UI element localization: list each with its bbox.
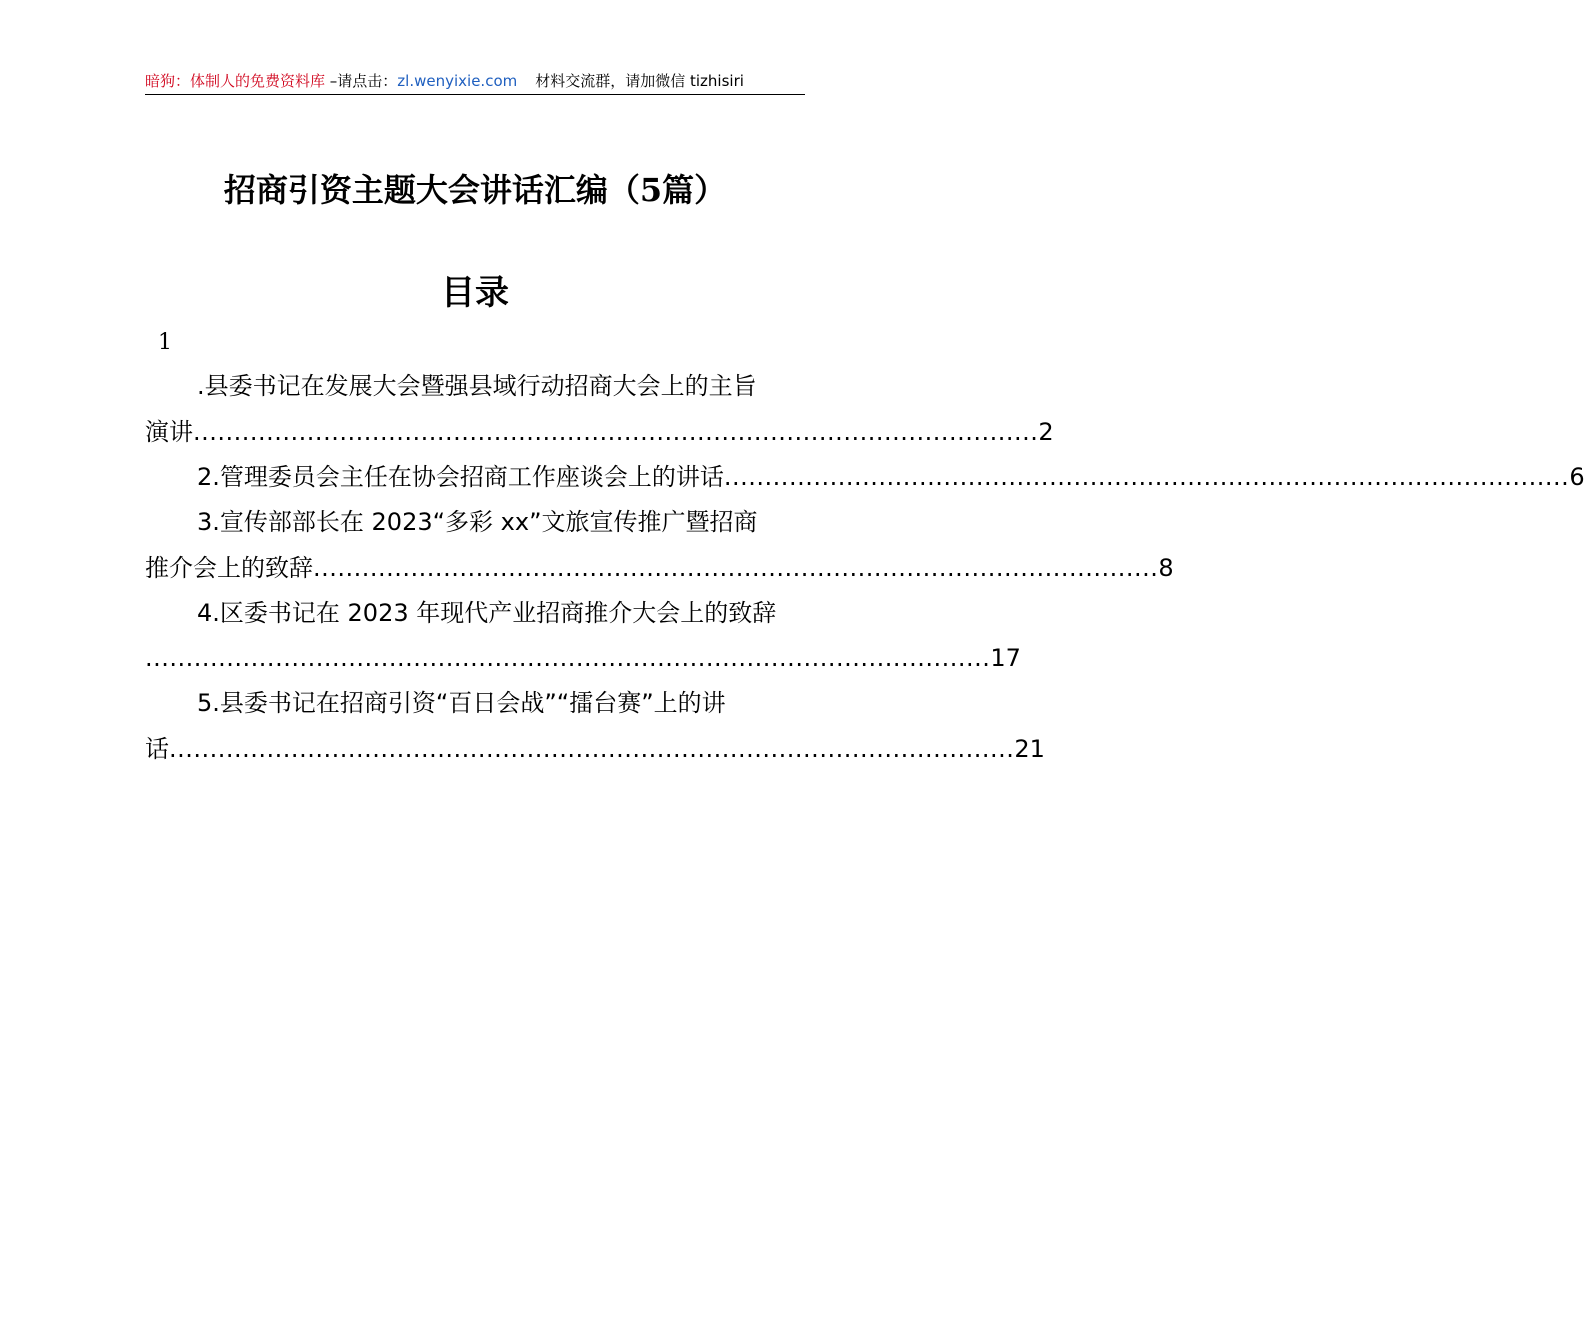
page-header [145, 68, 805, 95]
toc-page-number: 21 [1014, 735, 1045, 763]
toc-page-number: 17 [990, 644, 1021, 672]
header-brand: 暗狗：体制人的免费资料库 [145, 72, 326, 90]
toc-leader-dots: ........................................................................................................ [193, 418, 1039, 446]
toc-heading: 目录 [441, 273, 509, 313]
toc-entry-text: .县委书记在发展大会暨强县域行动招商大会上的主旨 [197, 372, 757, 400]
toc-page-number: 2 [1038, 418, 1054, 446]
header-prompt: –请点击： [325, 72, 398, 90]
toc-entry-4-line1[interactable] [145, 591, 805, 635]
header-link[interactable]: zl.wenyixie.com [397, 72, 518, 90]
toc-entry-3-line2[interactable] [145, 546, 1174, 590]
toc-entry-1-line1[interactable] [145, 364, 805, 408]
toc-stray-number: 1 [158, 330, 172, 355]
toc-entry-5-line2[interactable] [145, 727, 1045, 771]
toc-entry-5-line1[interactable] [145, 681, 805, 725]
document-title: 招商引资主题大会讲话汇编（5篇） [223, 171, 727, 209]
toc-entry-text: 2.管理委员会主任在协会招商工作座谈会上的讲话 [197, 463, 724, 491]
toc-page-number: 6 [1569, 463, 1585, 491]
toc-entry-text: 演讲 [145, 418, 193, 446]
toc-entry-1-line2[interactable] [145, 410, 1054, 454]
header-contact: 材料交流群，请加微信 tizhisiri [535, 72, 744, 90]
toc-leader-dots: ........................................................................................................ [145, 644, 991, 672]
toc-page-number: 8 [1158, 554, 1174, 582]
toc-entry-3-line1[interactable] [145, 500, 805, 544]
toc-leader-dots: ........................................................................................................ [313, 554, 1159, 582]
toc-entry-text: 4.区委书记在 2023 年现代产业招商推介大会上的致辞 [197, 599, 777, 627]
toc-entry-text: 3.宣传部部长在 2023“多彩 xx”文旅宣传推广暨招商 [197, 508, 758, 536]
toc-leader-dots: ........................................................................................................ [169, 735, 1015, 763]
toc-entry-2[interactable] [145, 455, 1585, 499]
toc-entry-4-line2[interactable] [145, 636, 1021, 680]
toc-entry-text: 推介会上的致辞 [145, 554, 313, 582]
toc-entry-text: 话 [145, 735, 169, 763]
toc-entry-text: 5.县委书记在招商引资“百日会战”“擂台赛”上的讲 [197, 689, 726, 717]
toc-leader-dots: ........................................................................................................ [723, 463, 1570, 491]
